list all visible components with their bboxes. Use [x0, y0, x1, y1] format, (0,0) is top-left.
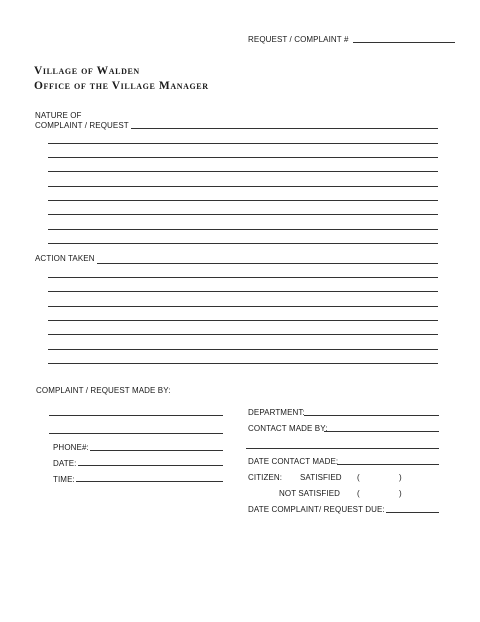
made-by-heading: COMPLAINT / REQUEST MADE BY: — [36, 386, 171, 395]
nature-field-line[interactable] — [48, 171, 438, 172]
contact-made-by-field[interactable] — [324, 431, 439, 432]
not-satisfied-checkbox[interactable] — [362, 487, 398, 499]
nature-field-line[interactable] — [48, 214, 438, 215]
nature-field-line[interactable] — [48, 157, 438, 158]
satisfied-open-paren: ( — [357, 473, 360, 482]
not-satisfied-close-paren: ) — [399, 489, 402, 498]
not-satisfied-open-paren: ( — [357, 489, 360, 498]
nature-label-line2: COMPLAINT / REQUEST — [35, 121, 129, 130]
action-field-line[interactable] — [48, 277, 438, 278]
nature-field-line[interactable] — [48, 186, 438, 187]
made-by-address-field[interactable] — [49, 433, 223, 434]
date-field[interactable] — [78, 465, 223, 466]
request-number-label: REQUEST / COMPLAINT # — [248, 35, 349, 44]
action-field-line[interactable] — [48, 349, 438, 350]
department-field[interactable] — [304, 415, 439, 416]
nature-field-line[interactable] — [48, 229, 438, 230]
page-subtitle: Office of the Village Manager — [34, 80, 209, 92]
made-by-name-field[interactable] — [49, 415, 223, 416]
time-label: TIME: — [53, 475, 75, 484]
date-due-label: DATE COMPLAINT/ REQUEST DUE: — [248, 505, 385, 514]
phone-field[interactable] — [90, 450, 223, 451]
action-field-line[interactable] — [48, 306, 438, 307]
time-field[interactable] — [76, 481, 223, 482]
action-field-line[interactable] — [48, 363, 438, 364]
department-label: DEPARTMENT: — [248, 408, 305, 417]
date-label: DATE: — [53, 459, 77, 468]
satisfied-label: SATISFIED — [300, 473, 342, 482]
date-due-field[interactable] — [386, 512, 439, 513]
date-contact-made-field[interactable] — [337, 464, 439, 465]
action-field-line[interactable] — [48, 291, 438, 292]
contact-made-by-label: CONTACT MADE BY: — [248, 424, 328, 433]
not-satisfied-label: NOT SATISFIED — [279, 489, 341, 498]
request-number-field[interactable] — [353, 42, 455, 43]
satisfied-checkbox[interactable] — [362, 471, 398, 483]
phone-label: PHONE#: — [53, 443, 89, 452]
nature-label-line1: NATURE OF — [35, 111, 82, 120]
date-contact-made-label: DATE CONTACT MADE: — [248, 457, 339, 466]
nature-field-line[interactable] — [131, 128, 438, 129]
nature-field-line[interactable] — [48, 143, 438, 144]
contact-extra-field[interactable] — [246, 448, 439, 449]
nature-field-line[interactable] — [48, 200, 438, 201]
action-field-line[interactable] — [97, 263, 438, 264]
satisfied-close-paren: ) — [399, 473, 402, 482]
nature-field-line[interactable] — [48, 243, 438, 244]
page-title: Village of Walden — [34, 65, 140, 77]
action-field-line[interactable] — [48, 334, 438, 335]
action-taken-label: ACTION TAKEN — [35, 254, 95, 263]
citizen-label: CITIZEN: — [248, 473, 283, 482]
action-field-line[interactable] — [48, 320, 438, 321]
